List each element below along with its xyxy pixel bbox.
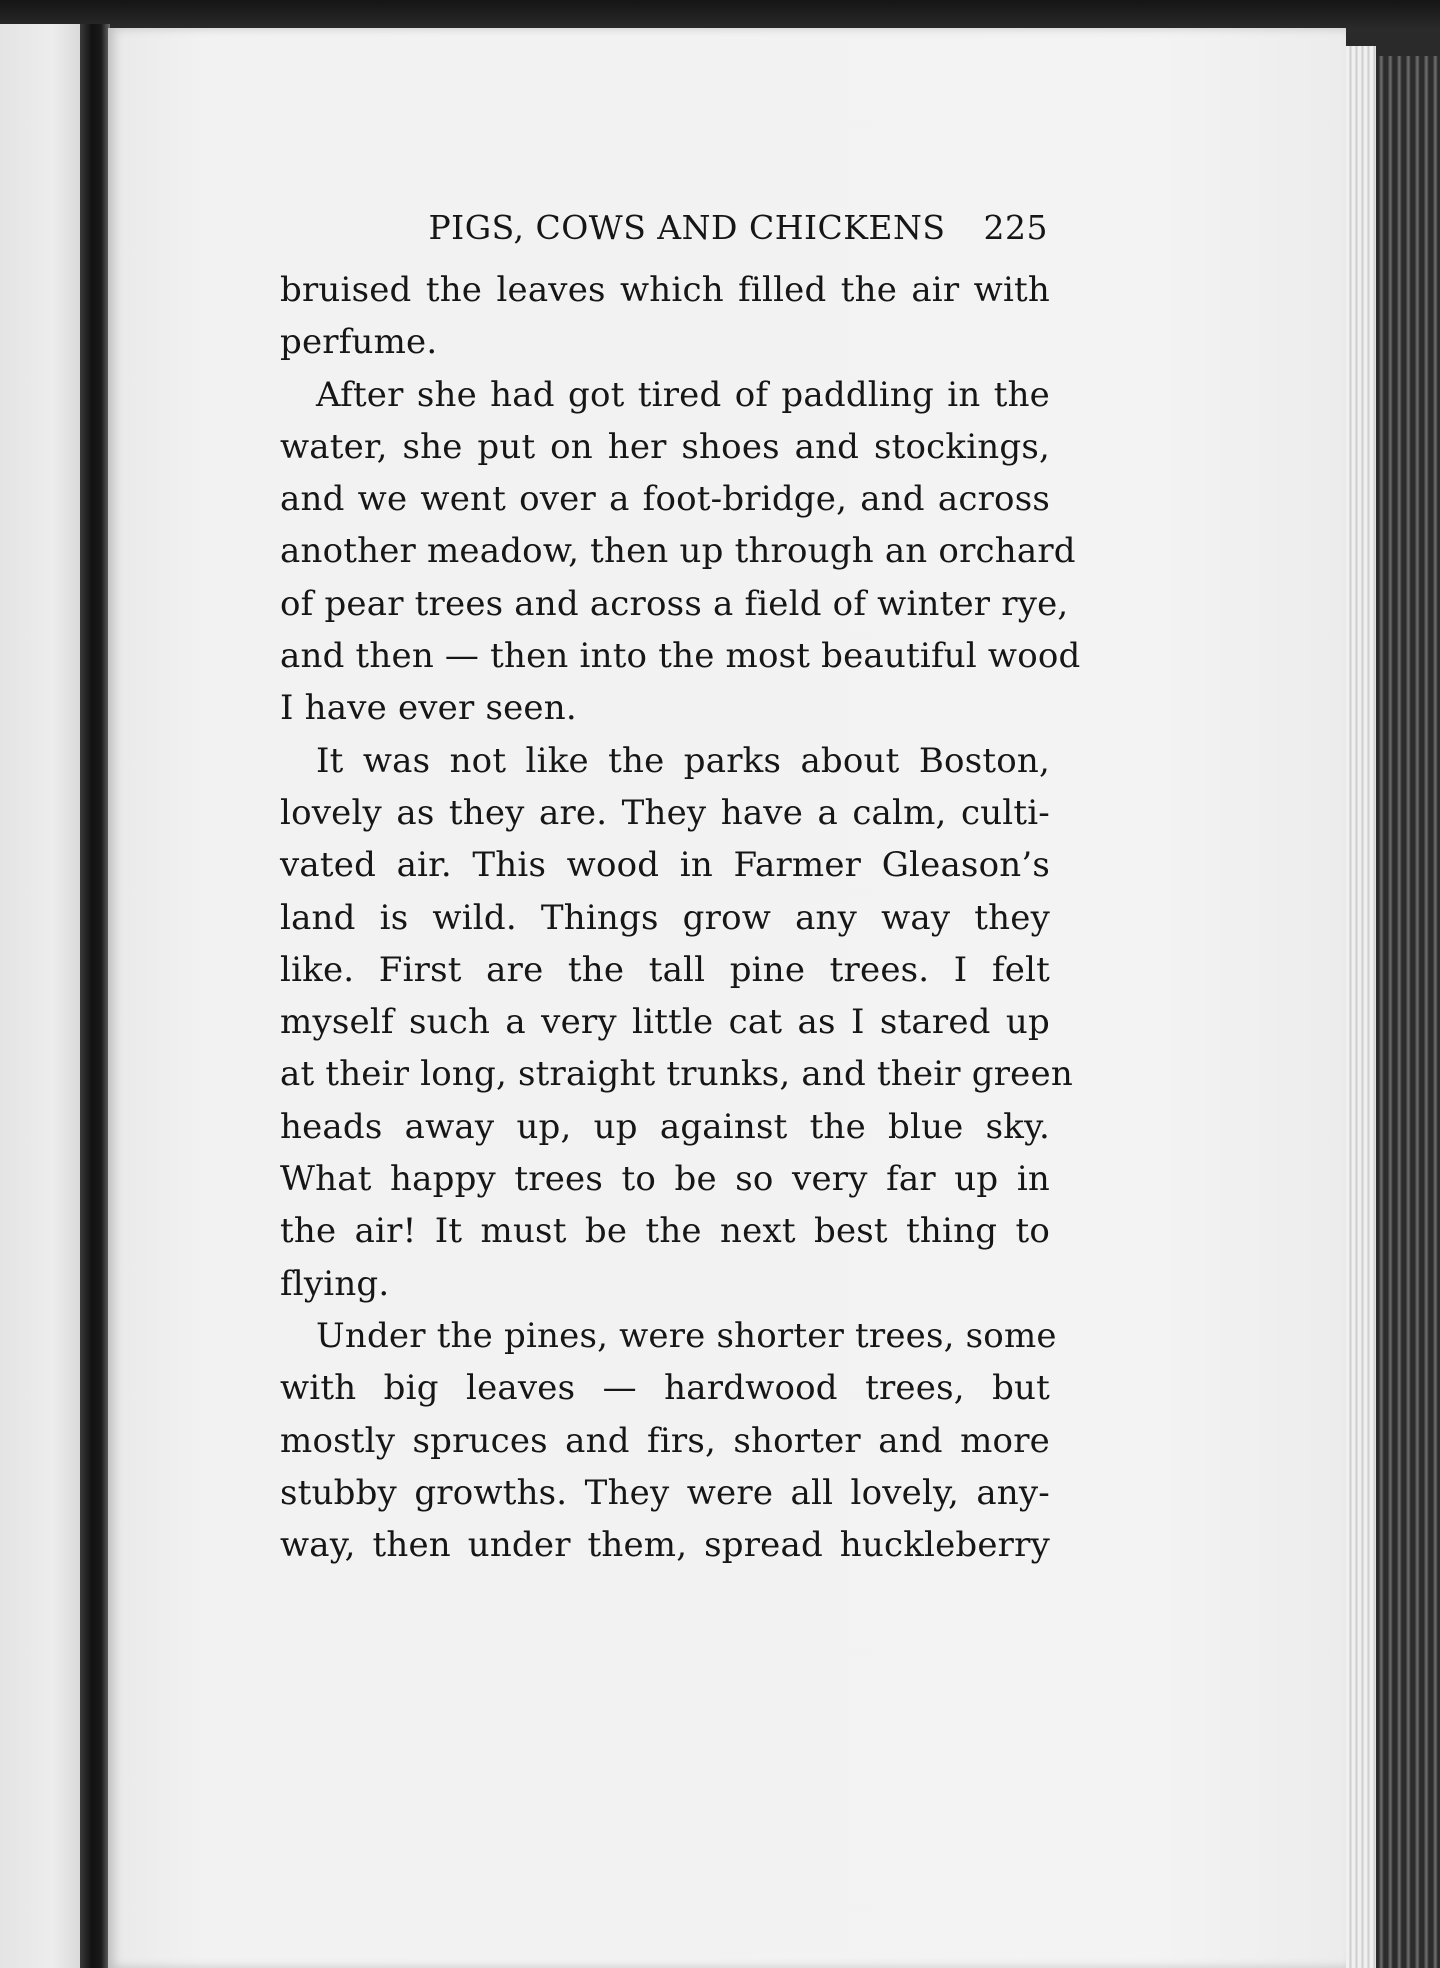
- text-line: water, she put on her shoes and stockings,: [280, 426, 1050, 467]
- text-line: and we went over a foot-bridge, and across: [280, 479, 1050, 520]
- paragraph: [280, 735, 1073, 1310]
- text-line: like. First are the tall pine trees. I felt: [280, 949, 1050, 990]
- text-line: land is wild. Things grow any way they: [280, 897, 1050, 938]
- text-line: flying.: [280, 1263, 390, 1304]
- running-head-title: PIGS, COWS AND CHICKENS: [428, 208, 946, 247]
- text-line: stubby growths. They were all lovely, any-: [280, 1472, 1050, 1513]
- page-number: 225: [983, 208, 1048, 247]
- text-line: way, then under them, spread huckleberry: [280, 1525, 1050, 1566]
- text-line: bruised the leaves which filled the air with: [280, 270, 1050, 310]
- text-line: the air! It must be the next best thing to: [280, 1211, 1050, 1252]
- text-line: of pear trees and across a field of winter rye,: [280, 583, 1069, 624]
- text-line: perfume.: [280, 322, 438, 363]
- running-head: [280, 208, 1050, 264]
- text-line: with big leaves — hardwood trees, but: [280, 1368, 1050, 1409]
- text-line: vated air. This wood in Farmer Gleason’s: [280, 845, 1050, 886]
- text-line: and then — then into the most beautiful wood: [280, 636, 1081, 677]
- book-cover-edge: [1376, 56, 1440, 1968]
- paragraph: [280, 369, 1081, 735]
- facing-page-edge: [0, 24, 88, 1968]
- page-text-block: [280, 208, 1081, 1571]
- text-line: heads away up, up against the blue sky.: [280, 1106, 1050, 1147]
- text-line: Under the pines, were shorter trees, some: [316, 1315, 1057, 1356]
- text-line: another meadow, then up through an orchard: [280, 531, 1076, 572]
- text-line: at their long, straight trunks, and their green: [280, 1054, 1073, 1095]
- text-line: mostly spruces and firs, shorter and more: [280, 1420, 1050, 1461]
- text-line: After she had got tired of paddling in the: [316, 374, 1050, 415]
- book-gutter: [80, 24, 110, 1968]
- paragraph: [280, 264, 1050, 369]
- page-stack-edges: [1346, 46, 1376, 1968]
- text-line: I have ever seen.: [280, 688, 577, 729]
- paragraph: [280, 1310, 1057, 1571]
- text-line: lovely as they are. They have a calm, culti-: [280, 792, 1050, 833]
- text-line: It was not like the parks about Boston,: [316, 740, 1050, 781]
- text-line: What happy trees to be so very far up in: [280, 1159, 1050, 1200]
- text-line: myself such a very little cat as I stared up: [280, 1002, 1050, 1043]
